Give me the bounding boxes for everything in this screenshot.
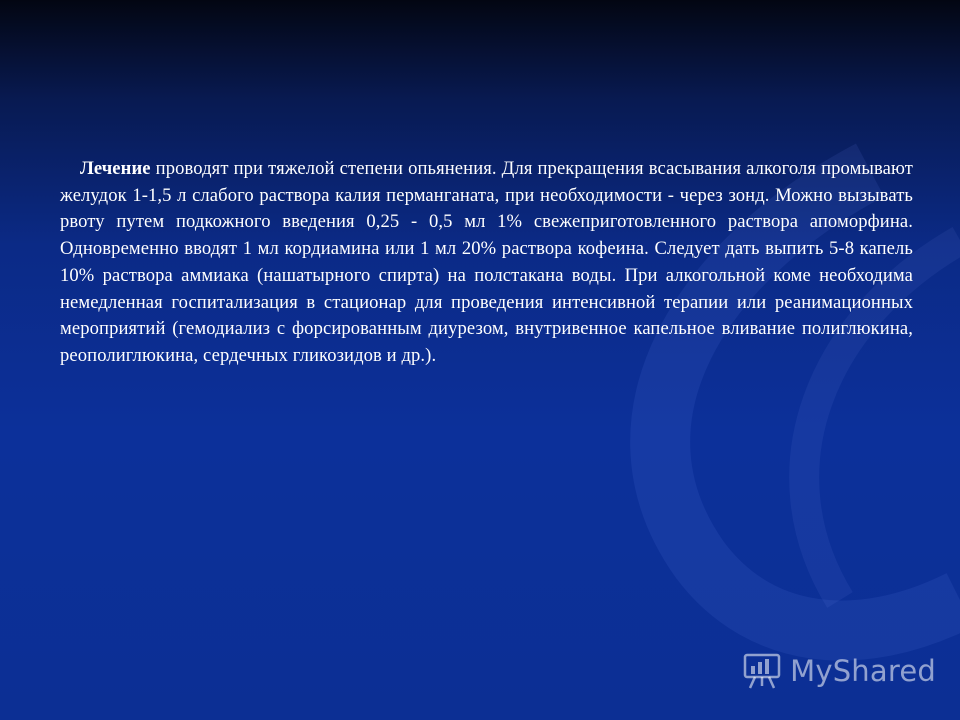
treatment-term: Лечение — [80, 158, 151, 179]
myshared-watermark — [742, 652, 936, 690]
treatment-text: проводят при тяжелой степени опьянения. Для прекращения всасывания алкоголя промывают желудок 1-1,5 л слабого раствора калия перманганата, при необходимости - через зонд. Можно вызывать рвоту путем подкожного введения 0,25 - 0,5 мл 1% свежеприготовленного раствора апоморфина. Одновременно вводят 1 мл кордиамина или 1 мл 20% раствора кофеина. Следует дать выпить 5-8 капель 10% раствора аммиака (нашатырного спирта) на полстакана воды. При алкогольной коме необходима немедленная госпитализация в стационар для проведения интенсивной терапии или реанимационных мероприятий (гемодиализ с форсированным диурезом, внутривенное капельное вливание полиглюкина, реополиглюкина, сердечных гликозидов и др.). — [60, 158, 913, 366]
presentation-board-icon — [742, 652, 782, 690]
watermark-text: MyShared — [790, 654, 936, 688]
treatment-paragraph — [60, 156, 913, 370]
